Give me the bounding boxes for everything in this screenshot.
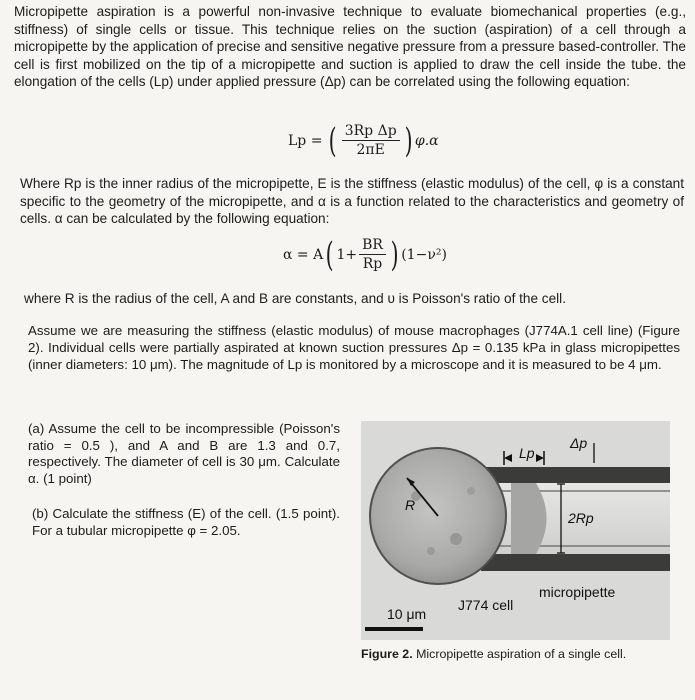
pipette-upper-wall [481, 467, 670, 483]
eq1-denominator: 2πE [356, 142, 385, 158]
eq2-fraction [359, 237, 386, 272]
eq1-suffix: φ.α [414, 132, 439, 149]
figure-micropipette [361, 421, 670, 640]
label-micropipette: micropipette [539, 584, 616, 600]
intro-paragraph [14, 3, 686, 91]
figure-caption [361, 647, 626, 661]
caption-bold: Figure 2. [361, 647, 413, 661]
label-r: R [405, 497, 416, 513]
label-cell: J774 cell [458, 597, 514, 613]
label-lp: Lp [519, 445, 535, 461]
eq2-one-plus: 1+ [336, 246, 358, 263]
eq1-numerator: 3Rp Δp [342, 123, 400, 141]
eq2-lhs: α = A [283, 246, 324, 263]
eq2-denominator: Rp [362, 256, 383, 272]
constants-text: where R is the radius of the cell, A and B are constants, and υ is Poisson's ratio of the cell. [24, 291, 566, 306]
constants-paragraph [24, 290, 684, 308]
eq1-fraction [342, 123, 400, 158]
label-2rp: 2Rp [568, 510, 594, 526]
question-b-text: (b) Calculate the stiffness (E) of the cell. (1.5 point). For a tubular micropipette φ = 2.05. [32, 506, 340, 538]
intro-text: Micropipette aspiration is a powerful non-invasive technique to evaluate biomechanical properties (e.g., stiffness) of single cells or tissue. This technique relies on the suction (aspiration) of a cell through a micropipette by the application of precise and sensitive negative pressure from a pressure based-controller. The cell is first mobilized on the tip of a micropipette and suction is applied to draw the cell inside the tube. the elongation of the cells (Lp) under applied pressure (Δp) can be correlated using the following equation: [14, 4, 686, 90]
pipette-lower-wall [481, 554, 670, 571]
scale-bar [365, 627, 423, 631]
definitions-text: Where Rp is the inner radius of the micropipette, E is the stiffness (elastic modulus) of the cell, φ is a constant specific to the geometry of the micropipette, and α is a function related to the characteristics and geometry of cells. α can be calculated by the following equation: [20, 176, 684, 227]
eq2-numerator: BR [359, 237, 386, 255]
eq1-lhs: Lp = [288, 132, 323, 149]
question-a [28, 421, 340, 487]
definitions-paragraph [20, 175, 684, 228]
eq2-tail: (1−ν²) [401, 246, 447, 263]
question-a-text: (a) Assume the cell to be incompressible (Poisson's ratio = 0.5 ), and A and B are 1.3 and 0.7, respectively. The diameter of cell is 30 μm. Calculate α. (1 point) [28, 421, 340, 486]
equation-alpha: α = A ( 1+ $\frac{BR}{Rp}$ ) (1−ν²) [283, 234, 447, 275]
caption-text: Micropipette aspiration of a single cell. [416, 647, 627, 661]
assume-paragraph [28, 322, 680, 374]
aspirated-cell-tongue [511, 483, 547, 554]
equation-elongation: Lp = ( $\frac{\text{3Rp Δp}}{2\pi E}$ ) φ.α [288, 120, 439, 161]
label-scale: 10 μm [387, 606, 427, 622]
assume-text: Assume we are measuring the stiffness (elastic modulus) of mouse macrophages (J774A.1 cell line) (Figure 2). Individual cells were partially aspirated at known suction pressures Δp = 0.135 kPa in glass micropipettes (inner diameters: 10 μm). The magnitude of Lp is monitored by a microscope and it is measured to be 4 μm. [28, 323, 680, 373]
label-delta-p: Δp [570, 435, 588, 451]
question-b [32, 506, 340, 539]
